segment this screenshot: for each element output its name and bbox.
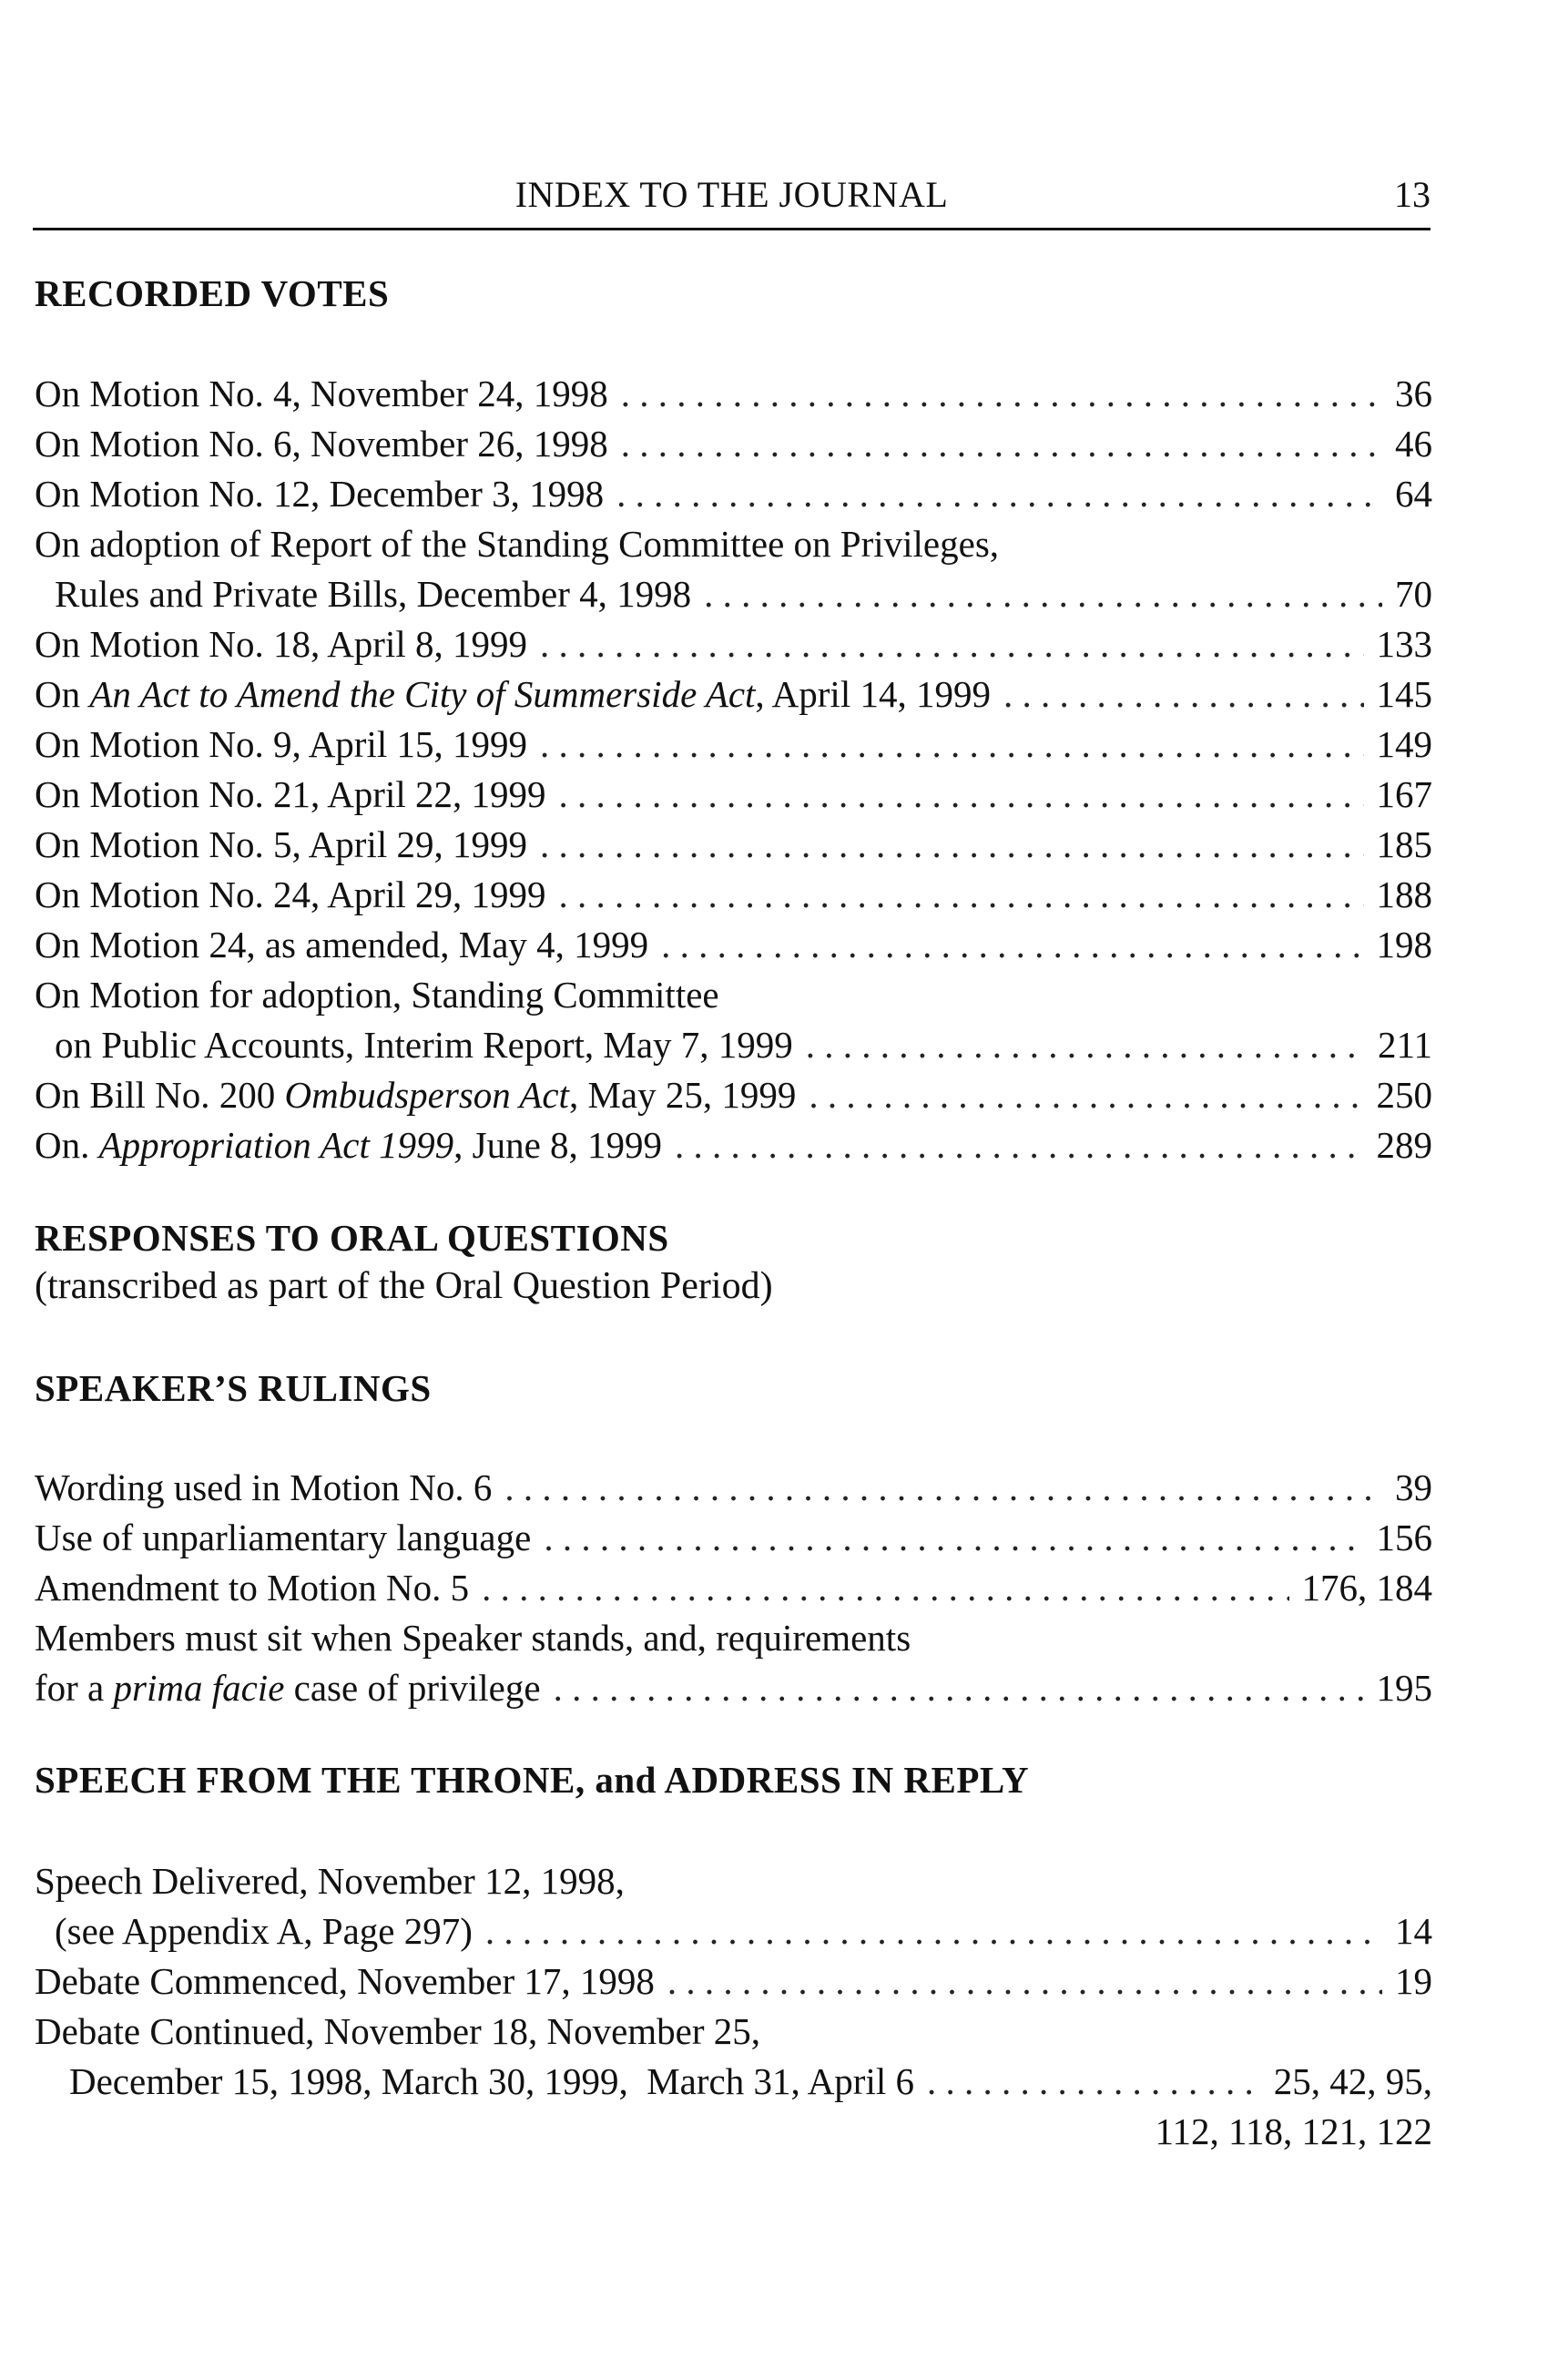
running-header xyxy=(33,173,1431,230)
entry-suffix: case of privilege xyxy=(284,1667,541,1709)
latin-phrase: prima facie xyxy=(113,1667,285,1709)
section-heading-responses: RESPONSES TO ORAL QUESTIONS xyxy=(35,1217,669,1259)
section-note: (transcribed as part of the Oral Question Period) xyxy=(35,1265,773,1307)
list-item xyxy=(35,1513,1432,1563)
list-item xyxy=(35,419,1432,469)
list-item xyxy=(35,1120,1432,1170)
entry-pages: 185 xyxy=(1376,823,1432,865)
entry-pages: 25, 42, 95, xyxy=(1273,2060,1432,2102)
list-item xyxy=(35,870,1432,920)
list-item xyxy=(35,1070,1432,1120)
list-item xyxy=(35,519,1432,569)
entry-pages: 188 xyxy=(1376,873,1432,915)
entry-pages: 145 xyxy=(1376,673,1432,715)
list-item xyxy=(35,1563,1432,1613)
entry-pages: 250 xyxy=(1376,1074,1432,1116)
entry-text: On Motion No. 18, April 8, 1999 xyxy=(35,623,527,665)
entry-pages: 70 xyxy=(1395,573,1432,615)
section-heading-throne-speech: SPEECH FROM THE THRONE, and ADDRESS IN REPLY xyxy=(35,1759,1030,1801)
list-item xyxy=(35,1906,1432,1956)
entry-prefix: for a xyxy=(35,1667,114,1709)
list-item xyxy=(35,369,1432,419)
list-item xyxy=(35,669,1432,720)
speakers-rulings-list xyxy=(35,1463,1432,1713)
entry-text: On Motion No. 9, April 15, 1999 xyxy=(35,723,527,765)
list-item xyxy=(35,2007,1432,2057)
list-item xyxy=(35,2057,1432,2107)
running-title: INDEX TO THE JOURNAL xyxy=(514,174,949,215)
entry-text: Rules and Private Bills, December 4, 1998 xyxy=(55,573,692,615)
entry-prefix: On xyxy=(35,673,90,715)
entry-pages: 133 xyxy=(1376,623,1432,665)
entry-text: on Public Accounts, Interim Report, May 7, 1999 xyxy=(55,1024,793,1066)
entry-pages: 149 xyxy=(1376,723,1432,765)
page-number: 13 xyxy=(1394,174,1431,215)
list-item xyxy=(35,469,1432,519)
entry-pages: 195 xyxy=(1376,1667,1432,1709)
entry-text: On Motion No. 5, April 29, 1999 xyxy=(35,823,527,865)
entry-text: On Motion No. 24, April 29, 1999 xyxy=(35,873,546,915)
entry-prefix: On. xyxy=(35,1124,99,1166)
entry-text: Debate Continued, November 18, November 25, xyxy=(35,2010,761,2052)
entry-suffix: , May 25, 1999 xyxy=(568,1074,797,1116)
entry-text: On Motion No. 4, November 24, 1998 xyxy=(35,373,608,414)
act-title: An Act to Amend the City of Summerside Act xyxy=(89,673,756,715)
entry-pages: 156 xyxy=(1376,1517,1432,1558)
list-item xyxy=(35,1020,1432,1070)
list-item xyxy=(35,1613,1432,1663)
entry-text: Use of unparliamentary language xyxy=(35,1517,532,1558)
entry-pages: 36 xyxy=(1395,373,1432,414)
list-item xyxy=(35,569,1432,619)
throne-speech-list xyxy=(35,1856,1432,2157)
entry-text: On Motion for adoption, Standing Committee xyxy=(35,974,719,1016)
entry-pages: 19 xyxy=(1395,1960,1432,2002)
entry-text: Speech Delivered, November 12, 1998, xyxy=(35,1860,625,1902)
entry-text: On Motion No. 6, November 26, 1998 xyxy=(35,423,608,465)
entry-text: On Motion No. 12, December 3, 1998 xyxy=(35,473,605,515)
entry-pages: 64 xyxy=(1395,473,1432,515)
entry-pages: 198 xyxy=(1376,924,1432,965)
act-title: Appropriation Act 1999 xyxy=(98,1124,454,1166)
list-item xyxy=(35,1956,1432,2007)
entry-prefix: On Bill No. 200 xyxy=(35,1074,285,1116)
entry-pages: 46 xyxy=(1395,423,1432,465)
list-item xyxy=(35,770,1432,820)
list-item xyxy=(35,720,1432,770)
entry-pages: 39 xyxy=(1395,1466,1432,1508)
entry-suffix: , June 8, 1999 xyxy=(453,1124,663,1166)
recorded-votes-list xyxy=(35,369,1432,1170)
entry-pages: 211 xyxy=(1378,1024,1432,1066)
list-item xyxy=(35,619,1432,669)
entry-text: Members must sit when Speaker stands, and, requirements xyxy=(35,1617,911,1659)
section-heading-speakers-rulings: SPEAKER’S RULINGS xyxy=(35,1367,432,1409)
entry-text: Wording used in Motion No. 6 xyxy=(35,1466,493,1508)
entry-pages: 289 xyxy=(1376,1124,1432,1166)
section-heading-recorded-votes: RECORDED VOTES xyxy=(35,272,390,314)
entry-text: On Motion 24, as amended, May 4, 1999 xyxy=(35,924,649,965)
list-item xyxy=(35,970,1432,1020)
entry-pages: 14 xyxy=(1395,1910,1432,1952)
list-item xyxy=(35,920,1432,970)
entry-text: Amendment to Motion No. 5 xyxy=(35,1567,470,1609)
list-item xyxy=(35,820,1432,870)
entry-text: On adoption of Report of the Standing Committee on Privileges, xyxy=(35,523,1000,565)
act-title: Ombudsperson Act xyxy=(284,1074,569,1116)
entry-text: Debate Commenced, November 17, 1998 xyxy=(35,1960,655,2002)
list-item xyxy=(35,1856,1432,1906)
entry-text: (see Appendix A, Page 297) xyxy=(55,1910,473,1952)
entry-text: December 15, 1998, March 30, 1999, March 31, April 6 xyxy=(69,2060,914,2102)
entry-pages-continued: 112, 118, 121, 122 xyxy=(1155,2110,1432,2152)
list-item xyxy=(35,1463,1432,1513)
entry-text: On Motion No. 21, April 22, 1999 xyxy=(35,773,546,815)
entry-suffix: , April 14, 1999 xyxy=(755,673,991,715)
entry-pages: 167 xyxy=(1376,773,1432,815)
list-item xyxy=(35,1663,1432,1713)
entry-pages: 176, 184 xyxy=(1301,1567,1432,1609)
list-item xyxy=(35,2107,1432,2157)
